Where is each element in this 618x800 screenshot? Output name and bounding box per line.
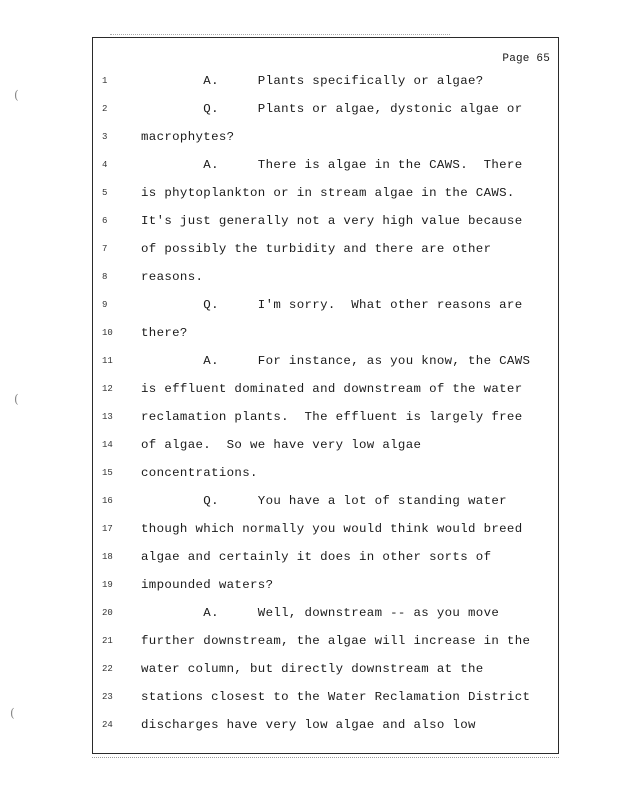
line-text: of algae. So we have very low algae bbox=[141, 438, 422, 452]
line-text: discharges have very low algae and also low bbox=[141, 718, 476, 732]
line-number: 11 bbox=[102, 356, 113, 366]
line-text: reasons. bbox=[141, 270, 204, 284]
line-number: 4 bbox=[102, 160, 108, 170]
line-text: It's just generally not a very high value because bbox=[141, 214, 523, 228]
line-text: of possibly the turbidity and there are other bbox=[141, 242, 492, 256]
transcript-line bbox=[93, 578, 560, 598]
margin-scan-mark: ( bbox=[14, 392, 19, 406]
transcript-line bbox=[93, 634, 560, 654]
transcript-line bbox=[93, 466, 560, 486]
line-text: A. There is algae in the CAWS. There bbox=[141, 158, 523, 172]
line-number: 21 bbox=[102, 636, 113, 646]
transcript-line bbox=[93, 242, 560, 262]
line-text: reclamation plants. The effluent is largely free bbox=[141, 410, 523, 424]
line-number: 24 bbox=[102, 720, 113, 730]
line-number: 5 bbox=[102, 188, 108, 198]
transcript-line bbox=[93, 186, 560, 206]
transcript-line bbox=[93, 102, 560, 122]
page-number: Page 65 bbox=[502, 53, 550, 65]
line-number: 17 bbox=[102, 524, 113, 534]
line-text: stations closest to the Water Reclamation District bbox=[141, 690, 531, 704]
line-text: Q. I'm sorry. What other reasons are bbox=[141, 298, 523, 312]
transcript-line bbox=[93, 382, 560, 402]
line-text: concentrations. bbox=[141, 466, 258, 480]
top-scan-rule bbox=[110, 34, 450, 35]
line-number: 18 bbox=[102, 552, 113, 562]
line-text: Q. Plants or algae, dystonic algae or bbox=[141, 102, 523, 116]
line-number: 20 bbox=[102, 608, 113, 618]
line-text: A. For instance, as you know, the CAWS bbox=[141, 354, 531, 368]
line-text: impounded waters? bbox=[141, 578, 274, 592]
transcript-line bbox=[93, 298, 560, 318]
line-number: 13 bbox=[102, 412, 113, 422]
line-number: 19 bbox=[102, 580, 113, 590]
transcript-line bbox=[93, 158, 560, 178]
line-number: 23 bbox=[102, 692, 113, 702]
line-number: 9 bbox=[102, 300, 108, 310]
line-number: 1 bbox=[102, 76, 108, 86]
line-text: macrophytes? bbox=[141, 130, 235, 144]
transcript-line bbox=[93, 130, 560, 150]
transcript-line bbox=[93, 270, 560, 290]
line-text: is effluent dominated and downstream of the water bbox=[141, 382, 523, 396]
line-number: 2 bbox=[102, 104, 108, 114]
transcript-line bbox=[93, 662, 560, 682]
line-number: 10 bbox=[102, 328, 113, 338]
transcript-line bbox=[93, 214, 560, 234]
line-text: there? bbox=[141, 326, 188, 340]
line-number: 8 bbox=[102, 272, 108, 282]
line-text: A. Well, downstream -- as you move bbox=[141, 606, 500, 620]
line-text: Q. You have a lot of standing water bbox=[141, 494, 507, 508]
transcript-line bbox=[93, 606, 560, 626]
transcript-line bbox=[93, 326, 560, 346]
line-number: 6 bbox=[102, 216, 108, 226]
line-text: though which normally you would think would breed bbox=[141, 522, 523, 536]
line-number: 7 bbox=[102, 244, 108, 254]
transcript-line bbox=[93, 718, 560, 738]
transcript-line bbox=[93, 354, 560, 374]
margin-scan-mark: ( bbox=[14, 88, 19, 102]
line-number: 3 bbox=[102, 132, 108, 142]
line-text: algae and certainly it does in other sorts of bbox=[141, 550, 492, 564]
transcript-line bbox=[93, 550, 560, 570]
transcript-line bbox=[93, 522, 560, 542]
line-number: 14 bbox=[102, 440, 113, 450]
transcript-line bbox=[93, 438, 560, 458]
transcript-line bbox=[93, 494, 560, 514]
line-number: 16 bbox=[102, 496, 113, 506]
transcript-line bbox=[93, 410, 560, 430]
transcript-line bbox=[93, 74, 560, 94]
line-text: A. Plants specifically or algae? bbox=[141, 74, 484, 88]
margin-scan-mark: ( bbox=[10, 706, 15, 720]
line-text: water column, but directly downstream at the bbox=[141, 662, 484, 676]
line-text: is phytoplankton or in stream algae in the CAWS. bbox=[141, 186, 515, 200]
transcript-page bbox=[92, 37, 559, 754]
line-text: further downstream, the algae will increase in the bbox=[141, 634, 531, 648]
line-number: 22 bbox=[102, 664, 113, 674]
line-number: 15 bbox=[102, 468, 113, 478]
bottom-scan-rule bbox=[92, 757, 559, 758]
line-number: 12 bbox=[102, 384, 113, 394]
transcript-line bbox=[93, 690, 560, 710]
